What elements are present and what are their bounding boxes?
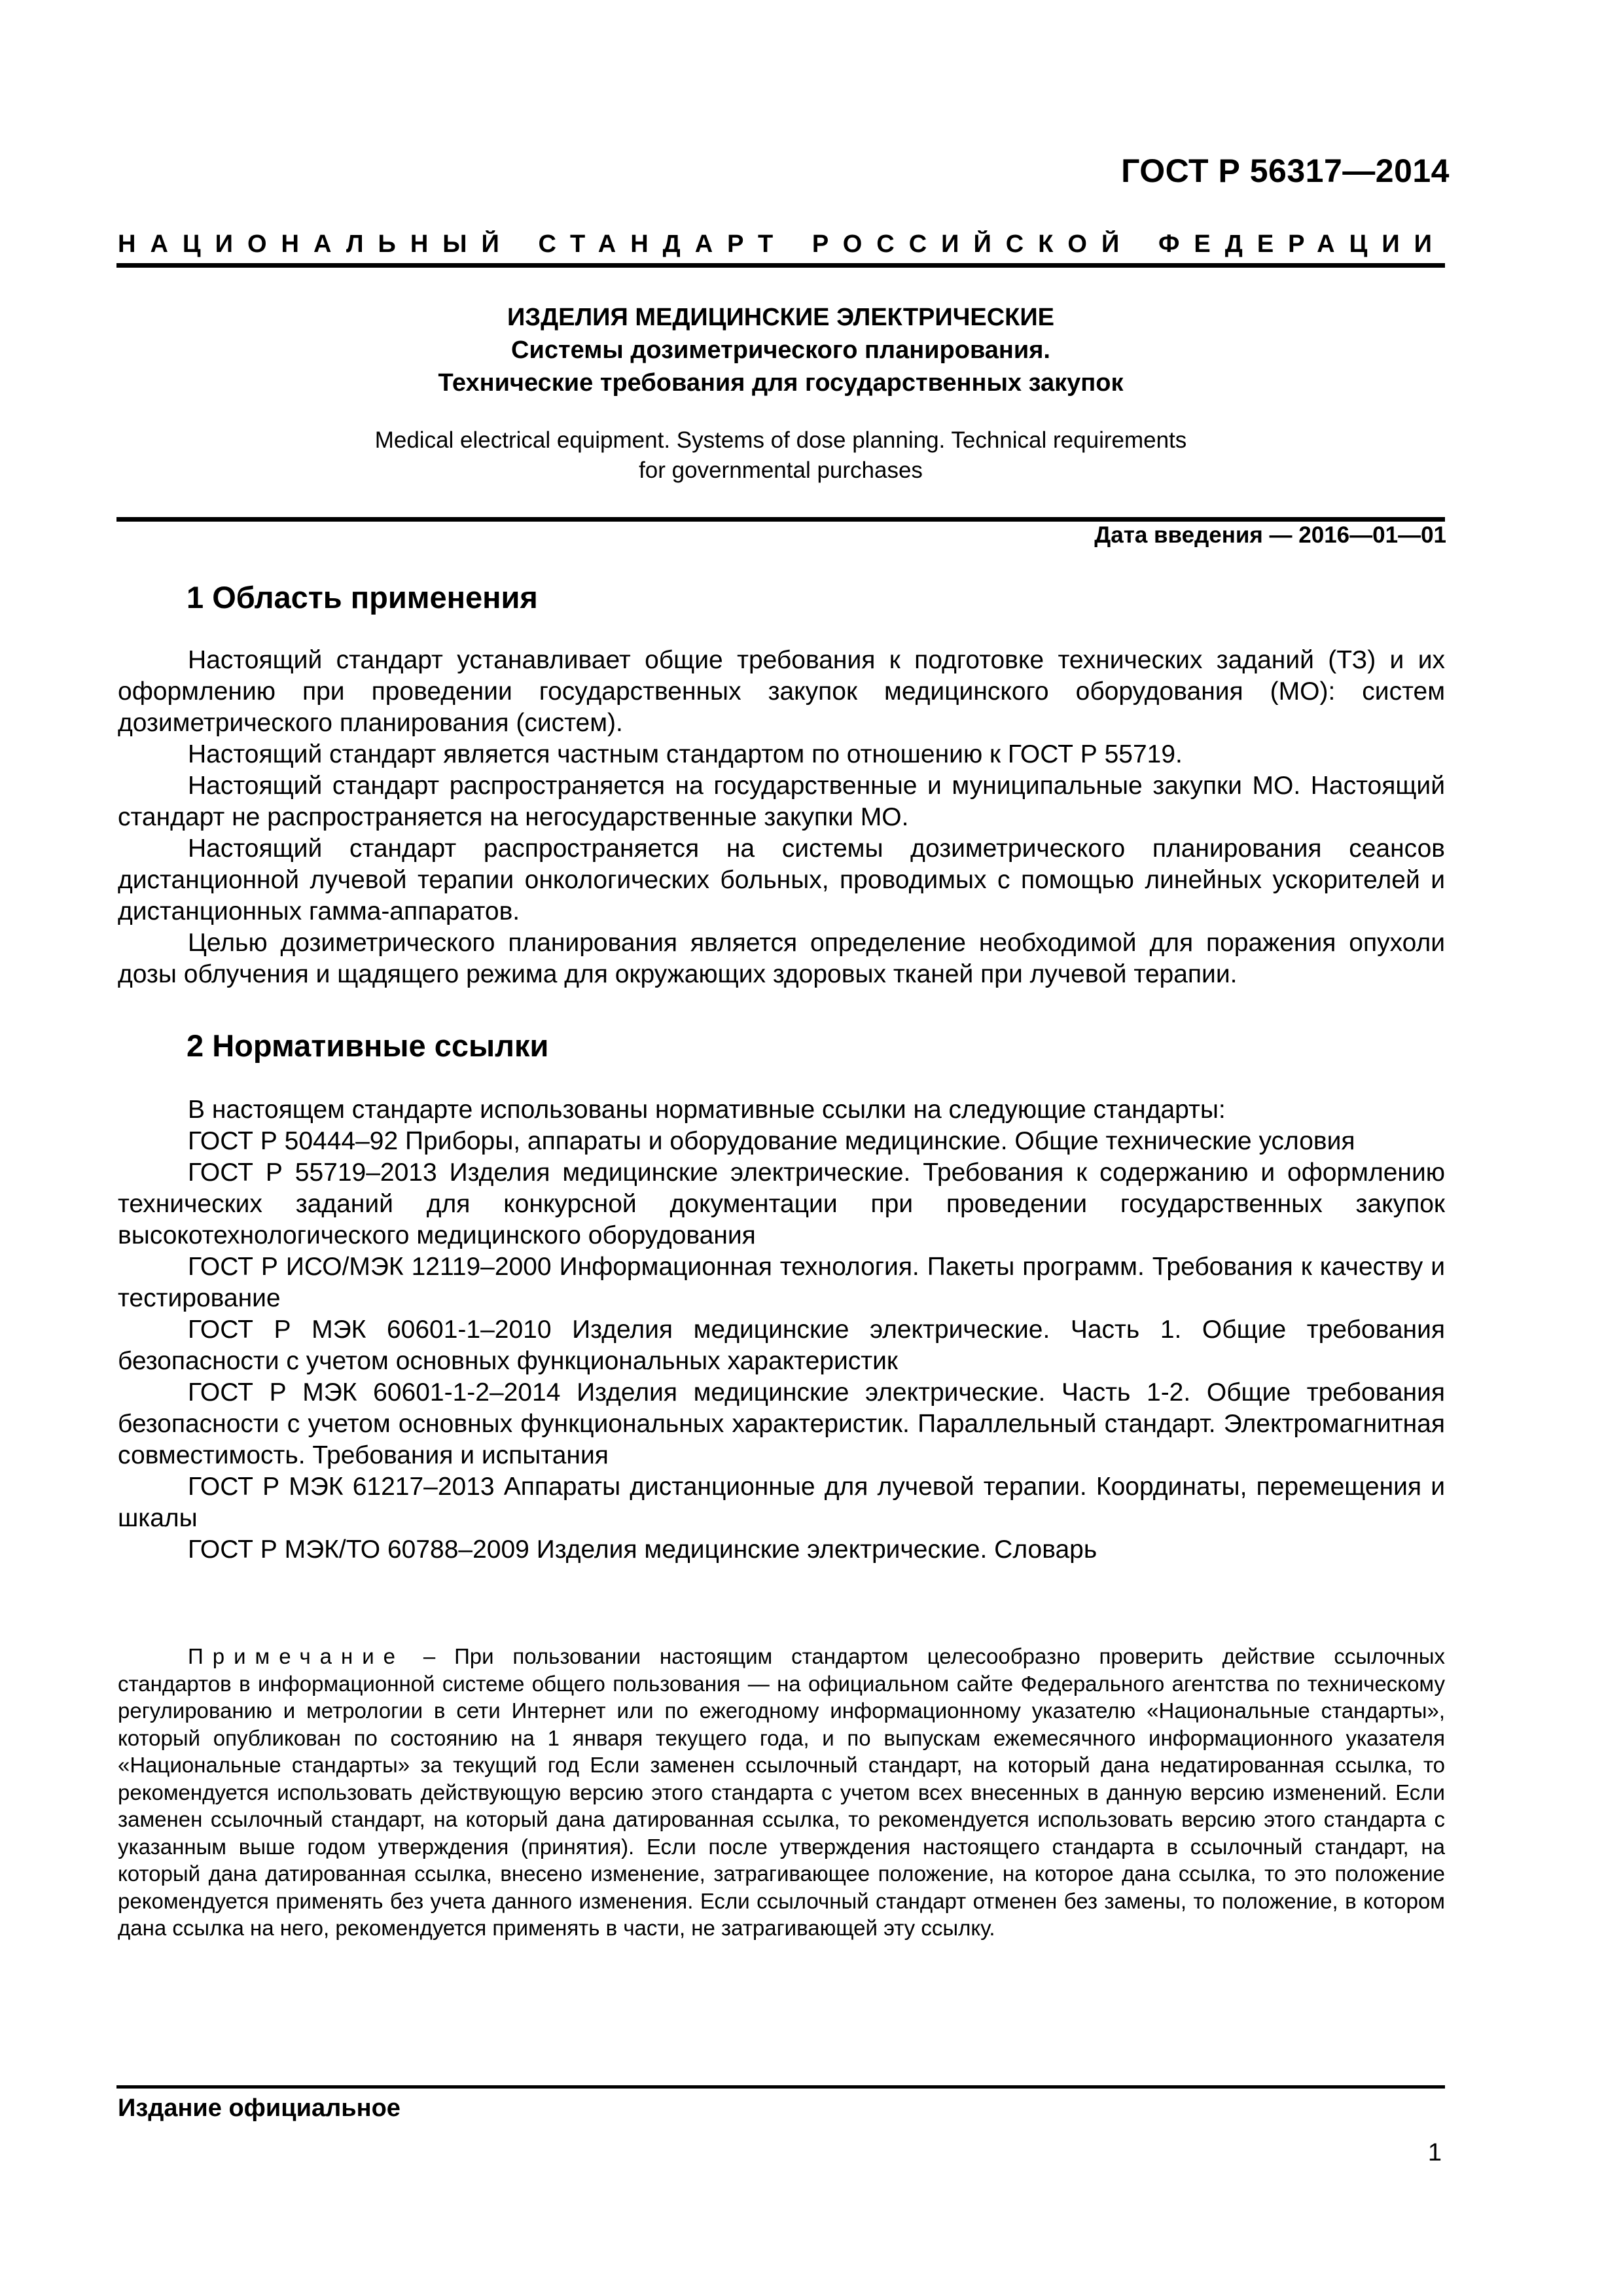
- section-1-body: [118, 645, 1445, 990]
- standard-code: ГОСТ Р 56317—2014: [1121, 152, 1450, 189]
- paragraph: Настоящий стандарт устанавливает общие требования к подготовке технических заданий (ТЗ) и их оформлению при проведении государственных закупок медицинского оборудования (МО): систем дозиметрического планирования (систем).: [118, 646, 1445, 737]
- section-2-body: [118, 1094, 1445, 1566]
- reference-item: ГОСТ Р 55719–2013 Изделия медицинские электрические. Требования к содержанию и оформлению технических заданий для конкурсной документации при проведении государственных закупок высокотехнологического медицинского оборудования: [118, 1158, 1445, 1249]
- reference-item: ГОСТ Р МЭК 61217–2013 Аппараты дистанционные для лучевой терапии. Координаты, перемещения и шкалы: [118, 1473, 1445, 1532]
- note-lead: Примечание: [188, 1644, 405, 1668]
- national-standard-line: НАЦИОНАЛЬНЫЙ СТАНДАРТ РОССИЙСКОЙ ФЕДЕРАЦИИ: [118, 230, 1446, 258]
- header-divider: [116, 263, 1445, 268]
- page-number: 1: [1427, 2139, 1442, 2166]
- document-title: [116, 301, 1445, 399]
- footer-divider: [116, 2085, 1445, 2089]
- note-paragraph: [118, 1643, 1445, 1942]
- paragraph: Настоящий стандарт распространяется на системы дозиметрического планирования сеансов дистанционной лучевой терапии онкологических больных, проводимых с помощью линейных ускорителей и дистанционных гамма-аппаратов.: [118, 834, 1445, 925]
- title-line-1: ИЗДЕЛИЯ МЕДИЦИНСКИЕ ЭЛЕКТРИЧЕСКИЕ: [507, 304, 1055, 331]
- paragraph: Целью дозиметрического планирования является определение необходимой для поражения опухоли дозы облучения и щадящего режима для окружающих здоровых тканей при лучевой терапии.: [118, 929, 1445, 988]
- reference-item: ГОСТ Р МЭК/ТО 60788–2009 Изделия медицинские электрические. Словарь: [188, 1535, 1097, 1564]
- reference-item: ГОСТ Р ИСО/МЭК 12119–2000 Информационная технология. Пакеты программ. Требования к качеству и тестирование: [118, 1253, 1445, 1312]
- title-line-3: Технические требования для государственных закупок: [438, 369, 1124, 397]
- english-title-line-1: Medical electrical equipment. Systems of dose planning. Technical requirements: [374, 427, 1187, 453]
- introduction-date: Дата введения — 2016—01—01: [1094, 522, 1446, 548]
- reference-item: ГОСТ Р МЭК 60601-1–2010 Изделия медицинские электрические. Часть 1. Общие требования безопасности с учетом основных функциональных характеристик: [118, 1316, 1445, 1375]
- note-text: – При пользовании настоящим стандартом целесообразно проверить действие ссылочных стандартов в информационной системе общего пользования — на официальном сайте Федерального агентства по техническому регулированию и метрологии в сети Интернет или по ежегодному информационному указателю «Национальные стандарты», который опубликован по состоянию на 1 января текущего года, и по выпускам ежемесячного информационного указателя «Национальные стандарты» за текущий год Если заменен ссылочный стандарт, на который дана недатированная ссылка, то рекомендуется использовать действующую версию этого стандарта с учетом всех внесенных в данную версию изменений. Если заменен ссылочный стандарт, на который дана датированная ссылка, то рекомендуется использовать версию этого стандарта с указанным выше годом утверждения (принятия). Если после утверждения настоящего стандарта в ссылочный стандарт, на который дана датированная ссылка, внесено изменение, затрагивающее положение, на которое дана ссылка, то это положение рекомендуется применять без учета данного изменения. Если ссылочный стандарт отменен без замены, то положение, в котором дана ссылка на него, рекомендуется применять в части, не затрагивающей эту ссылку.: [118, 1644, 1446, 1940]
- english-title: [116, 425, 1445, 486]
- title-line-2: Системы дозиметрического планирования.: [511, 336, 1050, 364]
- english-title-line-2: for governmental purchases: [639, 457, 923, 483]
- paragraph: В настоящем стандарте использованы нормативные ссылки на следующие стандарты:: [188, 1096, 1226, 1124]
- title-divider: [116, 517, 1445, 522]
- official-edition-label: Издание официальное: [118, 2094, 401, 2122]
- reference-item: ГОСТ Р 50444–92 Приборы, аппараты и оборудование медицинские. Общие технические условия: [188, 1127, 1355, 1155]
- paragraph: Настоящий стандарт распространяется на государственные и муниципальные закупки МО. Настоящий стандарт не распространяется на негосударственные закупки МО.: [118, 772, 1445, 831]
- section-1-heading: 1 Область применения: [187, 580, 538, 615]
- reference-item: ГОСТ Р МЭК 60601-1-2–2014 Изделия медицинские электрические. Часть 1-2. Общие требования безопасности с учетом основных функциональных характеристик. Параллельный стандарт. Электромагнитная совместимость. Требования и испытания: [118, 1378, 1445, 1469]
- section-2-heading: 2 Нормативные ссылки: [187, 1028, 549, 1063]
- paragraph: Настоящий стандарт является частным стандартом по отношению к ГОСТ Р 55719.: [188, 740, 1183, 768]
